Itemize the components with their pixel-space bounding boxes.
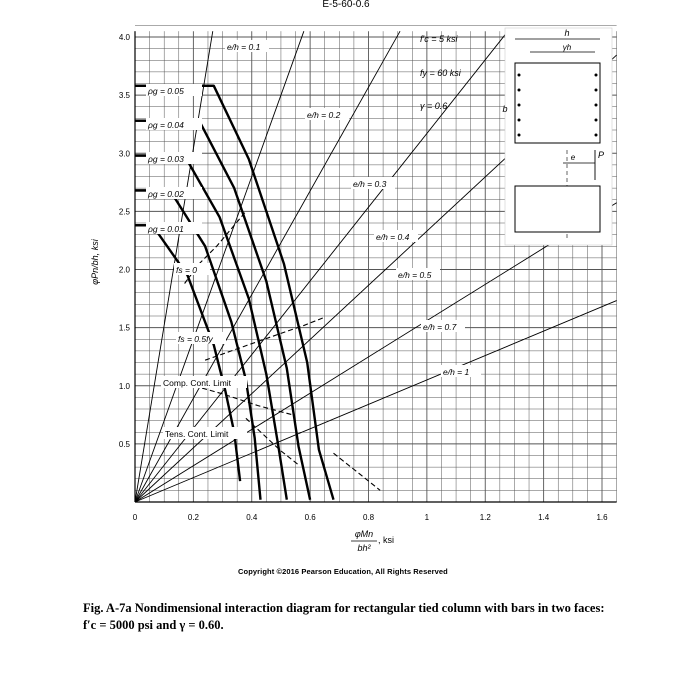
column-elevation <box>515 186 600 232</box>
header-code: E-5-60-0.6 <box>322 0 370 10</box>
y-tick-label: 4.0 <box>118 33 130 42</box>
fs-zero-label: fs = 0 <box>176 265 198 275</box>
inset-b-label: b <box>502 104 508 114</box>
column-section <box>515 63 600 143</box>
caption-line-1: Fig. A-7a Nondimensional interaction diagram for rectangular tied column with bars in two faces: <box>83 601 605 615</box>
y-axis-label: φPn/bh, ksi <box>90 239 100 285</box>
radial-line <box>135 203 617 502</box>
y-tick-label: 1.0 <box>118 381 130 391</box>
x-axis-label-numerator: φMn <box>354 529 374 539</box>
rho-label-003: ρg = 0.03 <box>148 154 184 164</box>
x-tick-label: 0.8 <box>362 513 375 522</box>
eh-label-05: e/h = 0.5 <box>398 270 432 280</box>
param-fy: fy = 60 ksi <box>420 68 461 78</box>
x-tick-label: 1.2 <box>479 513 491 522</box>
eh-label-1: e/h = 1 <box>443 367 470 377</box>
eh-label-02: e/h = 0.2 <box>307 110 341 120</box>
param-gamma: γ = 0.6 <box>420 101 448 111</box>
section-inset <box>502 28 612 245</box>
y-tick-label: 3.5 <box>118 91 130 101</box>
y-tick-label: 3.0 <box>118 149 130 159</box>
x-tick-label: 0.6 <box>304 513 316 522</box>
tens-cont-limit-label: Tens. Cont. Limit <box>165 429 229 439</box>
inset-gamma-h-label: γh <box>562 43 572 52</box>
x-tick-label: 1.6 <box>596 513 608 522</box>
param-fc: f′c = 5 ksi <box>420 34 458 44</box>
x-tick-label: 0.2 <box>187 513 199 522</box>
eh-label-03: e/h = 0.3 <box>353 179 387 189</box>
eh-label-04: e/h = 0.4 <box>376 232 410 242</box>
x-tick-label: 1.4 <box>538 513 550 522</box>
x-tick-label: 1 <box>424 513 430 522</box>
dashed-limit-line <box>246 418 299 465</box>
rho-label-004: ρg = 0.04 <box>148 120 184 130</box>
fs-half-fy-label: fs = 0.5fy <box>178 334 213 344</box>
caption-line-2: f′c = 5000 psi and γ = 0.60. <box>83 618 224 632</box>
eh-label-07: e/h = 0.7 <box>423 322 457 332</box>
rho-label-005: ρg = 0.05 <box>148 86 184 96</box>
dashed-limit-line <box>334 453 381 490</box>
interaction-curve <box>135 190 261 499</box>
figure-caption <box>83 600 683 634</box>
x-tick-label: 0 <box>132 513 138 522</box>
copyright-notice: Copyright ©2016 Pearson Education, All Rights Reserved <box>238 567 448 576</box>
inset-e-label: e <box>570 153 576 162</box>
x-axis-label-unit: , ksi <box>378 535 395 545</box>
y-tick-label: 2.0 <box>118 265 130 275</box>
y-tick-label: 2.5 <box>118 207 130 217</box>
rho-label-002: ρg = 0.02 <box>148 189 184 199</box>
inset-h-label: h <box>564 28 570 38</box>
rho-label-001: ρg = 0.01 <box>148 224 184 234</box>
eh-label-01: e/h = 0.1 <box>227 42 261 52</box>
x-axis-label-denominator: bh² <box>357 543 371 553</box>
comp-cont-limit-label: Comp. Cont. Limit <box>163 378 232 388</box>
y-tick-label: 1.5 <box>118 323 130 333</box>
inset-p-label: P <box>598 150 605 160</box>
y-tick-label: 0.5 <box>118 439 130 449</box>
x-tick-label: 0.4 <box>246 513 258 522</box>
